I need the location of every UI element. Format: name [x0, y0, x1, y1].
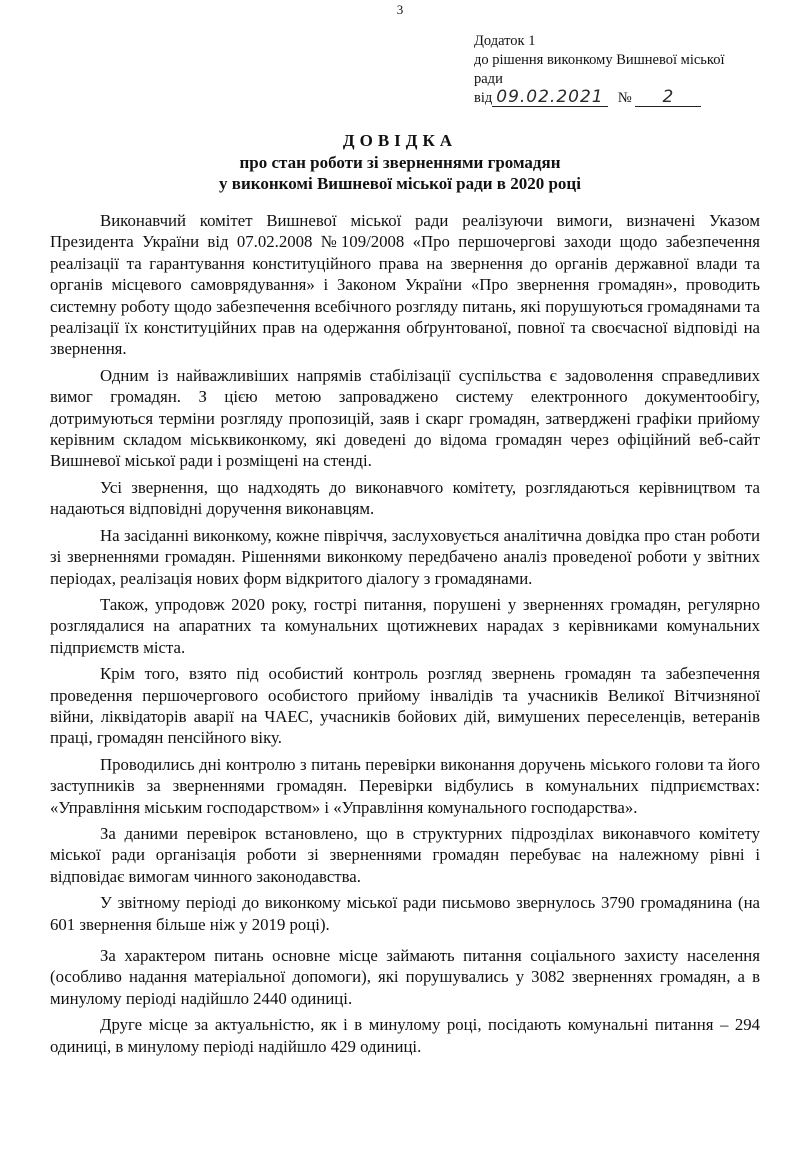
title-subtitle-1: про стан роботи зі зверненнями громадян [239, 153, 561, 172]
annex-date-number-line [474, 89, 774, 108]
handwritten-date: 09.02.2021 [492, 89, 608, 107]
paragraph: Усі звернення, що надходять до виконавчого комітету, розглядаються керівництвом та надаються відповідні доручення виконавцям. [50, 477, 760, 519]
annex-decision-line-2: ради [474, 71, 503, 87]
paragraph: За даними перевірок встановлено, що в структурних підрозділах виконавчого комітету міської ради організація роботи зі зверненнями громадян перебуває на належному рівні і відповідає вимогам чинного законодавства. [50, 823, 760, 886]
number-prefix: № [617, 90, 632, 106]
title-heading: ДОВІДКА [342, 131, 458, 150]
paragraph: Одним із найважливіших напрямів стабілізації суспільства є задоволення справедливих вимог громадян. З цією метою запроваджено систему електронного документообігу, дотримуються терміни розгляду пропозицій, заяв і скарг громадян, затверджені графіки прийому керівним складом міськвиконкому, які доведені до відома громадян через офіційний веб-сайт Вишневої міської ради і розміщені на стенді. [50, 365, 760, 471]
title-subtitle-2: у виконкомі Вишневої міської ради в 2020 році [219, 174, 581, 193]
paragraph: За характером питань основне місце займають питання соціального захисту населення (особливо надання матеріальної допомоги), які порушувались у 3082 зверненнях громадян, а в минулому періоді надійшло 2440 одиниці. [50, 946, 760, 1008]
page-number: 3 [396, 2, 404, 17]
annex-title: Додаток 1 [474, 33, 536, 49]
annex-block [474, 32, 774, 108]
paragraph: Друге місце за актуальністю, як і в минулому році, посідають комунальні питання – 294 одиниці, в минулому періоді надійшло 429 одиниці. [50, 1015, 760, 1056]
document-body [50, 210, 760, 1062]
date-prefix: від [474, 90, 493, 106]
annex-decision-line: до рішення виконкому Вишневої міської [474, 52, 725, 68]
handwritten-number: 2 [635, 89, 701, 107]
paragraph: Проводились дні контролю з питань перевірки виконання доручень міського голови та його заступників за зверненнями громадян. Перевірки відбулись в комунальних підприємствах: «Управління міським господарством» і «Управління комунального господарства». [50, 754, 760, 817]
document-title [0, 130, 800, 194]
paragraph: Також, упродовж 2020 року, гострі питання, порушені у зверненнях громадян, регулярно розглядалися на апаратних та комунальних щотижневих нарадах з керівниками комунальних підприємств міста. [50, 594, 760, 657]
paragraph: У звітному періоді до виконкому міської ради письмово звернулось 3790 громадянина (на 601 звернення більше ніж у 2019 році). [50, 893, 760, 934]
paragraph: Крім того, взято під особистий контроль розгляд звернень громадян та забезпечення проведення першочергового особистого прийому інвалідів та учасників Великої Вітчизняної війни, ліквідаторів аварії на ЧАЕС, учасників бойових дій, вимушених переселенців, ветеранів праці, громадян пенсійного віку. [50, 664, 760, 748]
paragraph: Виконавчий комітет Вишневої міської ради реалізуючи вимоги, визначені Указом Президента України від 07.02.2008 №109/2008 «Про першочергові заходи щодо забезпечення реалізації та гарантування конституційного права на звернення до органів державної влади та органів місцевого самоврядування» і Законом України «Про звернення громадян», проводить системну роботу щодо забезпечення всебічного розгляду питань, які порушуються громадянами та реалізації їх конституційних прав на одержання обґрунтованої, повної та своєчасної відповіді на звернення. [50, 211, 760, 359]
paragraph: На засіданні виконкому, кожне півріччя, заслуховується аналітична довідка про стан роботи зі зверненнями громадян. Рішеннями виконкому передбачено аналіз проведеної роботи у звітних періодах, реалізація нових форм відкритого діалогу з громадянами. [50, 525, 760, 588]
